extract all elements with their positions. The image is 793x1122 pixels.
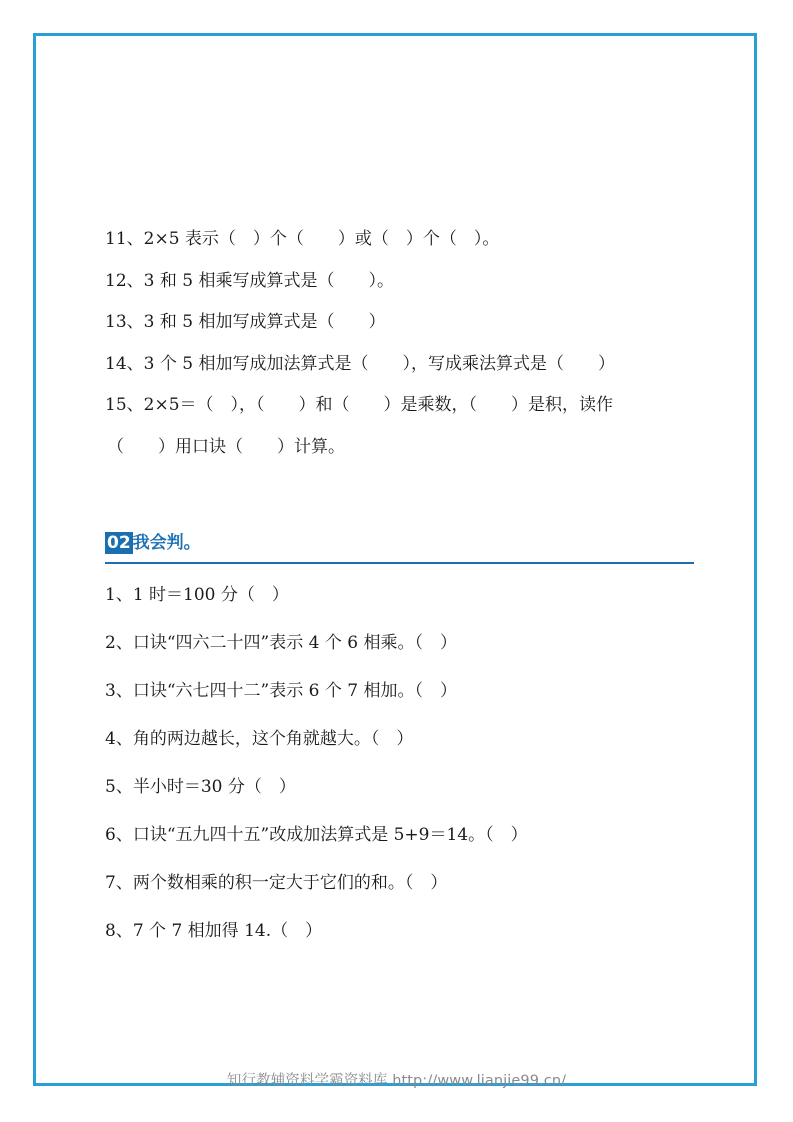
section-header bbox=[105, 532, 694, 564]
judge-question-1: 1、1 时＝100 分（ ） bbox=[105, 585, 289, 605]
judge-question-2: 2、口诀“四六二十四”表示 4 个 6 相乘。（ ） bbox=[105, 633, 457, 653]
question-11: 11、2×5 表示（ ）个（ ）或（ ）个（ ）。 bbox=[105, 229, 500, 249]
judge-question-6: 6、口诀“五九四十五”改成加法算式是 5+9＝14。（ ） bbox=[105, 825, 528, 845]
question-13: 13、3 和 5 相加写成算式是（ ） bbox=[105, 312, 386, 332]
true-false-questions bbox=[105, 585, 705, 969]
judge-question-5: 5、半小时＝30 分（ ） bbox=[105, 777, 296, 797]
section-title: 我会判。 bbox=[132, 533, 201, 553]
question-12: 12、3 和 5 相乘写成算式是（ ）。 bbox=[105, 270, 394, 291]
fill-in-questions bbox=[105, 229, 705, 478]
judge-question-7: 7、两个数相乘的积一定大于它们的和。（ ） bbox=[105, 873, 448, 893]
footer-watermark: 知行教辅资料学霸资料库 http://www.lianjie99.cn/ bbox=[226, 1073, 567, 1089]
question-14: 14、3 个 5 相加写成加法算式是（ ），写成乘法算式是（ ） bbox=[105, 353, 615, 374]
question-15-continued: （ ）用口诀（ ）计算。 bbox=[107, 436, 345, 457]
judge-question-3: 3、口诀“六七四十二”表示 6 个 7 相加。（ ） bbox=[105, 681, 457, 701]
section-number-badge: 02 bbox=[107, 533, 131, 553]
question-15: 15、2×5＝（ ），（ ）和（ ）是乘数，（ ）是积，读作 bbox=[105, 395, 614, 415]
judge-question-4: 4、角的两边越长，这个角就越大。（ ） bbox=[105, 729, 414, 749]
judge-question-8: 8、7 个 7 相加得 14.（ ） bbox=[105, 921, 323, 941]
